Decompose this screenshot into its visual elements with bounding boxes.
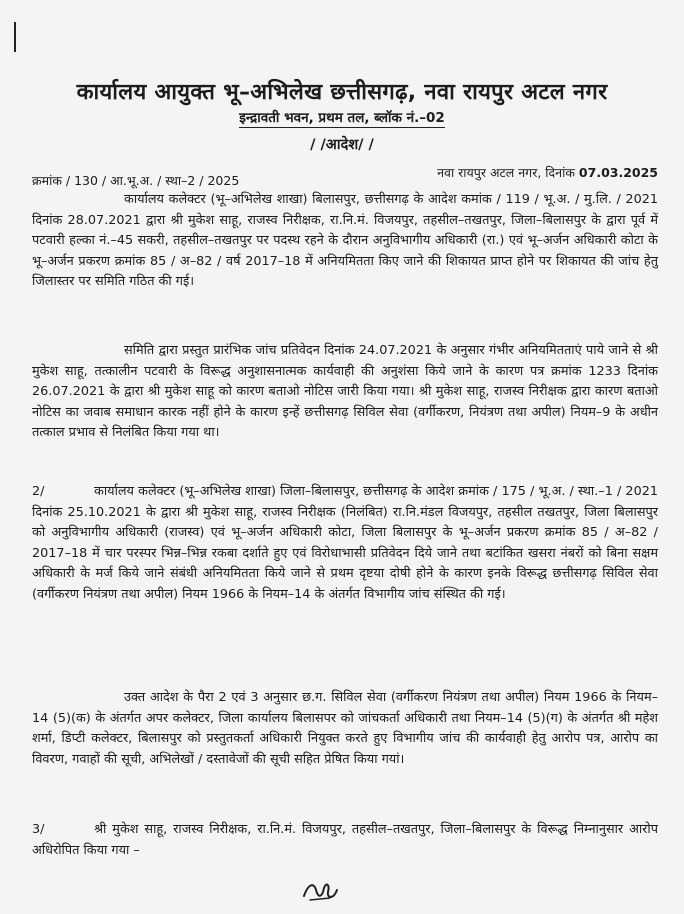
paragraph-number: 2/: [32, 484, 45, 499]
paragraph-5: [32, 820, 658, 861]
order-number: क्रमांक / 130 / आ.भू.अ. / स्था–2 / 2025: [32, 173, 240, 188]
paragraph-1: [32, 190, 658, 293]
paragraph-text: श्री मुकेश साहू, राजस्व निरीक्षक, रा.नि.मं. विजयपुर, तहसील–तखतपुर, जिला–बिलासपुर के विरूद्ध निम्नानुसार आरोप अधिरोपित किया गया –: [32, 822, 658, 858]
paragraph-text: कार्यालय कलेक्टर (भू–अभिलेख शाखा) जिला–बिलासपुर, छत्तीसगढ़ के आदेश क्रमांक / 175 / भू.अ. / स्था.–1 / 2021 दिनांक 25.10.2021 के द्वारा श्री मुकेश साहू, राजस्व निरीक्षक (निलंबित) रा.नि.मंडल विजयपुर, तहसील तखतपुर, जिला बिलासपुर को अनुविभागीय अधिकारी (राजस्व) एवं भू–अर्जन अधिकारी कोटा, जिला बिलासपुर के भू–अर्जन प्रकरण क्रमांक 85 / अ–82 / 2017–18 में चार परस्पर भिन्न–भिन्न रकबा दर्शाते हुए एवं विरोधाभासी प्रतिवेदन दिये जाने तथा बटांकित खसरा नंबरों को बिना सक्षम अधिकारी के मर्ज किये जाने संबंधी अनियमितता किये जाने से प्रथम दृष्टया दोषी होने के कारण इनके विरूद्ध छत्तीसगढ़ सिविल सेवा (वर्गीकरण नियंत्रण तथा अपील) नियम 1966 के नियम–14 के अंतर्गत विभागीय जांच संस्थित की गई।: [32, 484, 658, 602]
initials-signature: [300, 878, 340, 904]
order-date: 07.03.2025: [578, 165, 658, 180]
office-address-text: इन्द्रावती भवन, प्रथम तल, ब्लॉक नं.–02: [239, 110, 445, 126]
paragraph-text: उक्त आदेश के पैरा 2 एवं 3 अनुसार छ.ग. सिविल सेवा (वर्गीकरण नियंत्रण तथा अपील) नियम 1966 के नियम–14 (5)(क) के अंतर्गत अपर कलेक्टर, जिला कार्यालय बिलासपर को जांचकर्ता अधिकारी तथा नियम–14 (5)(ग) के अंतर्गत श्री महेश शर्मा, डिप्टी कलेक्टर, बिलासपुर को प्रस्तुतकर्ता अधिकारी नियुक्त करते हुए विभागीय जांच की कार्यवाही हेतु आरोप पत्र, आरोप का विवरण, गवाहों की सूची, अभिलेखों / दस्तावेजों की सूची सहित प्रेषित किया गयां।: [32, 690, 658, 767]
paragraph-text: कार्यालय कलेक्टर (भू–अभिलेख शाखा) बिलासपुर, छत्तीसगढ़ के आदेश कमांक / 119 / भू.अ. / मु.लि. / 2021 दिनांक 28.07.2021 द्वारा श्री मुकेश साहू, राजस्व निरीक्षक, रा.नि.मं. विजयपुर, तहसील–तखतपुर, जिला–बिलासपुर के द्वारा पूर्व में पटवारी हल्का नं.–45 सकरी, तहसील–तखतपुर पर पदस्थ रहने के दौरान अनुविभागीय अधिकारी (रा.) एवं भू–अर्जन अधिकारी कोटा के भू–अर्जन प्रकरण क्रमांक 85 / अ–82 / वर्ष 2017–18 में अनियमितता किए जाने की शिकायत प्राप्त होने पर शिकायत की जांच हेतु जिलास्तर पर समिति गठित की गई।: [32, 192, 658, 290]
paragraph-4: [32, 688, 658, 770]
office-address: [0, 108, 684, 126]
place-date-prefix: नवा रायपुर अटल नगर, दिनांक: [437, 165, 575, 180]
order-heading: / /आदेश/ /: [310, 137, 374, 153]
paragraph-3: [32, 482, 658, 606]
paragraph-number: 3/: [32, 822, 45, 837]
paragraph-2: [32, 341, 658, 444]
order-place-date: [437, 164, 658, 189]
reference-row: [32, 164, 658, 189]
margin-mark: [14, 22, 16, 52]
office-title: कार्यालय आयुक्त भू–अभिलेख छत्तीसगढ़, नवा रायपुर अटल नगर: [76, 80, 608, 105]
paragraph-text: समिति द्वारा प्रस्तुत प्रारंभिक जांच प्रतिवेदन दिनांक 24.07.2021 के अनुसार गंभीर अनियमितताएं पाये जाने से श्री मुकेश साहू, तत्कालीन पटवारी के विरूद्ध अनुशासनात्मक कार्यवाही की अनुशंसा किये जाने के कारण पत्र क्रमांक 1233 दिनांक 26.07.2021 के द्वारा श्री मुकेश साहू को कारण बताओ नोटिस जारी किया गया। श्री मुकेश साहू, राजस्व निरीक्षक द्वारा कारण बताओ नोटिस का जवाब समाधान कारक नहीं होने के कारण इन्हें छत्तीसगढ़ सिविल सेवा (वर्गीकरण, नियंत्रण तथा अपील) नियम–9 के अधीन तत्काल प्रभाव से निलंबित किया गया था।: [32, 343, 658, 441]
